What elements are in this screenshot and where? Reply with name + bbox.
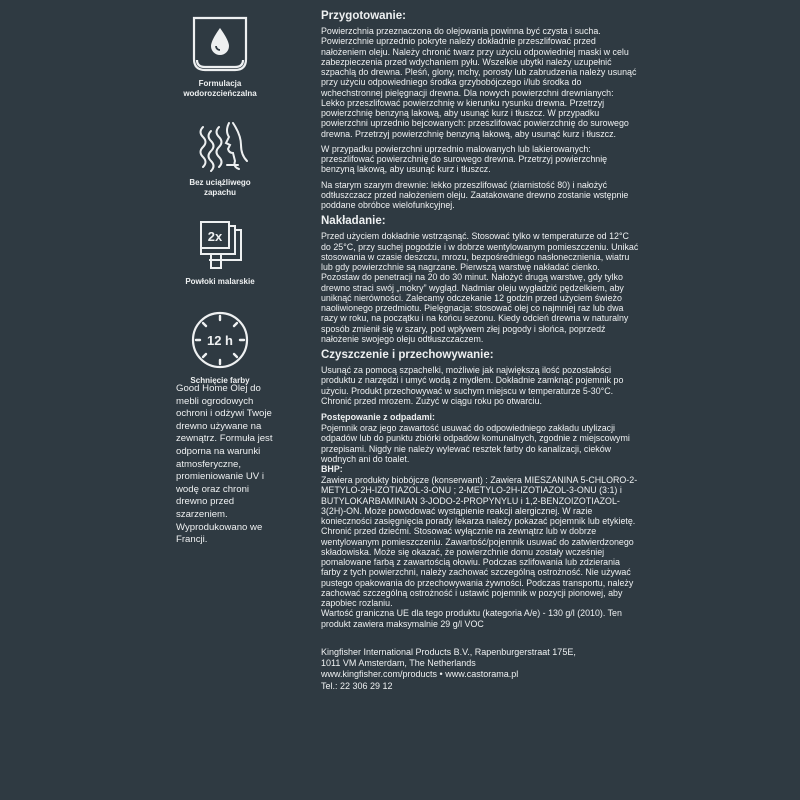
bhp-paragraph-1: Zawiera produkty biobójcze (konserwant) : Zawiera MIESZANINA 5-CHLORO-2-METYLO-2H-IZOTIAZOL-3-ONU ; 2-METYLO-2H-IZOTIAZOL-3-ONU (3:1) i BUTYLOKARBAMINIAN 3-JODO-2-PROPYNYLU i 1,2-BENZOIZOTIAZOL-3(2H)-ON. Może powodować wystąpienie reakcji alergicznej. W razie konieczności zasięgnięcia porady lekarza należy pokazać pojemnik lub etykietę. Chronić przed dziećmi. Stosować wyłącznie na zewnątrz lub w dobrze wentylowanym pomieszczeniu. Zawartość/pojemnik usuwać do zatwierdzonego składowiska. Może się okazać, że powierzchnie domu zostały wcześniej pomalowane farbą z zawartością ołowiu. Podczas szlifowania lub zdzierania farby z tych powierzchni, należy zachować szczególną ostrożność. Nie używać pustego opakowania do przechowywania żywności. Podczas transportu, należy zachować szczególną ostrożność i ustawić pojemnik w pozycji pionowej, aby zapobiec rozlaniu. bbox=[321, 475, 638, 608]
footer-line-address-1: Kingfisher International Products B.V., Rapenburgerstraat 175E, bbox=[321, 646, 576, 657]
feature-two-coats bbox=[185, 220, 254, 287]
feature-water-based bbox=[183, 12, 256, 99]
product-description: Good Home Olej do mebli ogrodowych ochroni i odżywi Twoje drewno używane na zewnątrz. Formuła jest odporna na warunki atmosferyczne, promieniowanie UV i wodę oraz chroni drewno przed szarzeniem. Wyprodukowano we Francji. bbox=[176, 383, 273, 546]
icon-label-no-odor: Bez uciążliwego zapachu bbox=[189, 178, 251, 197]
icon-label-water-based: Formulacja wodorozcieńczalna bbox=[183, 79, 257, 98]
footer-line-address-2: 1011 VM Amsterdam, The Netherlands bbox=[321, 658, 476, 669]
bhp-paragraph-2: Wartość graniczna UE dla tego produktu (kategoria A/e) - 130 g/l (2010). Ten produkt zawiera maksymalnie 29 g/l VOC bbox=[321, 608, 622, 629]
preparation-paragraph-1: Powierzchnia przeznaczona do olejowania powinna być czysta i sucha. Powierzchnie uprzednio pokryte należy dokładnie przeszlifować przed nałożeniem oleju. Należy chronić twarz przy użyciu odpowiedniej maski w celu zabezpieczenia przed wdychaniem pyłu. Wszelkie ubytki należy uzupełnić szpachlą do drewna. Pleśń, glony, mchy, porosty lub zabrudzenia należy usunąć przy użyciu odpowiedniego środka grzybobójczego i/lub środka do wchechstronnej pielęgnacji drewna. Dla nowych powierzchni drewnianych: Lekko przeszlifować powierzchnię w kierunku rysunku drewna. Przetrzyj powierzchnię benzyną lakową, aby usunąć kurz i tłuszcz. W przypadku powierzchni uprzednio bejcowanych: przeszlifować powierzchnię do surowego drewna. Przetrzyj powierzchnię benzyną lakową, aby usunąć kurz i tłuszcz. bbox=[321, 26, 637, 139]
feature-drying-time bbox=[189, 309, 251, 386]
drying-clock-icon bbox=[189, 309, 251, 371]
two-coats-icon bbox=[189, 220, 251, 272]
drying-time-badge: 12 h bbox=[206, 333, 234, 348]
feature-no-odor bbox=[189, 121, 251, 198]
footer-line-phone: Tel.: 22 306 29 12 bbox=[321, 680, 393, 691]
water-drop-can-icon bbox=[189, 12, 251, 74]
application-paragraph: Przed użyciem dokładnie wstrząsnąć. Stosować tylko w temperaturze od 12°C do 25°C, przy suchej pogodzie i w dobrze wentylowanym pomieszczeniu. Unikać stosowania w czasie deszczu, mrozu, bezpośredniego nasłonecznienia, wiatru lub gdy powierzchnie są nagrzane. Pierwszą warstwę nakładać cienko. Pozostaw do penetracji na 20 do 30 minut. Nałożyć drugą warstwę, gdy tylko drewno straci swój „mokry” wygląd. Nadmiar oleju wygładzić pędzelkiem, aby uniknąć nierówności. Zalecamy odczekanie 12 godzin przed użyciem świeżo naoliwionego przedmiotu. Pielęgnacja: stosować olej co najmniej raz lub dwa razy w roku, na początku i na końcu sezonu. Kiedy odcień drewna w naturalny sposób zmienił się w szary, pod wpływem złej pogody i słońca, poprzedź nałożenie swojego oleju odtłuszczaczem. bbox=[321, 231, 639, 344]
footer-line-websites: www.kingfisher.com/products • www.castorama.pl bbox=[321, 669, 519, 680]
instructions-column bbox=[321, 10, 639, 692]
preparation-heading: Przygotowanie: bbox=[321, 10, 406, 22]
two-coats-badge: 2x bbox=[207, 229, 223, 244]
cleaning-heading: Czyszczenie i przechowywanie: bbox=[321, 349, 494, 361]
manufacturer-footer bbox=[321, 647, 639, 692]
no-odor-icon bbox=[189, 121, 251, 173]
disposal-paragraph: Pojemnik oraz jego zawartość usuwać do odpowiedniego zakładu utylizacji odpadów lub do punktu zbiórki odpadów komunalnych, zgodnie z miejscowymi przepisami. Nigdy nie należy wylewać resztek farby do kanalizacji, cieków wodnych ani do toalet. bbox=[321, 423, 630, 464]
bhp-heading: BHP: bbox=[321, 464, 343, 474]
icon-label-two-coats: Powłoki malarskie bbox=[185, 277, 255, 286]
icon-label-drying-time: Schnięcie farby bbox=[190, 376, 250, 385]
feature-icons-column bbox=[165, 12, 275, 408]
disposal-heading: Postępowanie z odpadami: bbox=[321, 412, 435, 422]
application-heading: Nakładanie: bbox=[321, 215, 386, 228]
preparation-paragraph-3: Na starym szarym drewnie: lekko przeszlifować (ziarnistość 80) i nałożyć odtłuszczacz przed nałożeniem oleju. Zaatakowane drewno zostanie wstępnie poddane obróbce wielofunkcyjnej. bbox=[321, 179, 629, 210]
preparation-paragraph-2: W przypadku powierzchni uprzednio malowanych lub lakierowanych: przeszlifować powierzchnię do surowego drewna. Przetrzyj powierzchnię benzyną lakową, aby usunąć kurz i tłuszcz. bbox=[321, 143, 608, 175]
cleaning-paragraph: Usunąć za pomocą szpachelki, możliwie jak największą ilość pozostałości produktu z narzędzi i umyć wodą z mydłem. Dokładnie zamknąć pojemnik po użyciu. Produkt przechowywać w suchym miejscu w temperaturze 5-30°C. Chronić przed mrozem. Zużyć w ciągu roku po otwarciu. bbox=[321, 365, 624, 406]
